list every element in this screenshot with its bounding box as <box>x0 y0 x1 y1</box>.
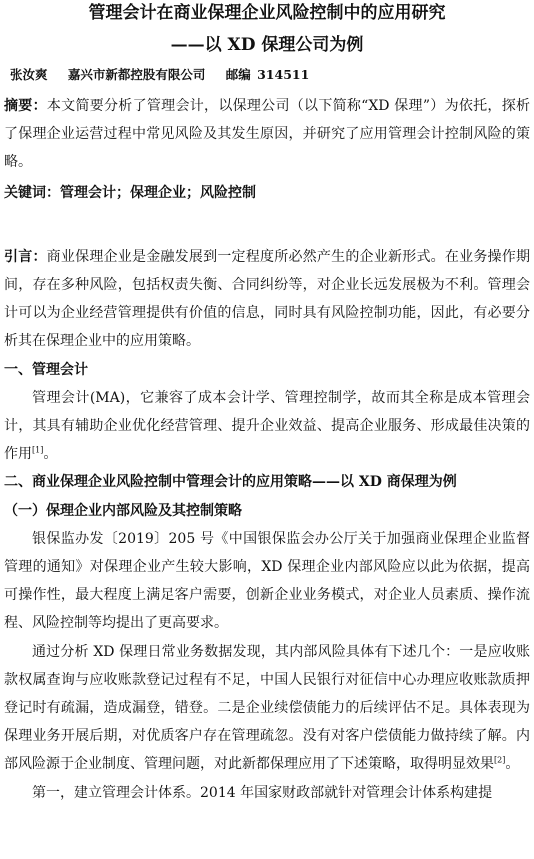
section-2-subheading: （一）保理企业内部风险及其控制策略 <box>4 502 242 519</box>
citation-2[interactable]: [2] <box>494 755 506 765</box>
intro-text: 商业保理企业是金融发展到一定程度所必然产生的企业新形式。在业务操作期间，存在多种风险，包括权责失衡、合同纠纷等，对企业长远发展极为不利。管理会计可以为企业经营管理提供有价值的信息，同时具有风险控制功能，因此，有必要分析其在保理企业中的应用策略。 <box>4 248 531 350</box>
keywords-text: 管理会计；保理企业；风险控制 <box>60 184 256 201</box>
section-2-paragraph-1: 银保监办发〔2019〕205 号《中国银保监会办公厅关于加强商业保理企业监督管理的通知》对保理企业产生较大影响，XD 保理企业内部风险应以此为依据，提高可操作性，最大程度上满足客户需要，创新企业业务模式，对企业人员素质、操作流程、风险控制等均提出了更高要求。 <box>4 530 530 632</box>
section-1-paragraph <box>4 384 530 469</box>
author-postcode: 邮编 314511 <box>225 67 310 82</box>
section-2-paragraph-2-end: 。 <box>505 756 520 773</box>
abstract-label: 摘要： <box>4 98 47 114</box>
section-1-text: 管理会计(MA)，它兼容了成本会计学、管理控制学，故而其全称是成本管理会计，其具有辅助企业优化经营管理、提升企业效益、提高企业服务、形成最佳决策的作用 <box>4 389 530 463</box>
introduction <box>4 243 530 356</box>
keywords-label: 关键词： <box>4 184 60 201</box>
section-2-paragraph-2 <box>4 638 530 779</box>
page-subtitle: ——以 XD 保理公司为例 <box>170 35 364 55</box>
section-1-end: 。 <box>43 446 58 463</box>
abstract-text: 本文简要分析了管理会计，以保理公司（以下简称“XD 保理”）为依托，探析了保理企业运营过程中常见风险及其发生原因，并研究了应用管理会计控制风险的策略。 <box>4 98 531 171</box>
section-2-heading: 二、商业保理企业风险控制中管理会计的应用策略——以 XD 商保理为例 <box>4 474 457 491</box>
citation-1[interactable]: [1] <box>32 445 44 455</box>
section-2-paragraph-3: 第一，建立管理会计体系。2014 年国家财政部就针对管理会计体系构建提 <box>32 784 493 801</box>
author-name: 张汝爽 <box>10 67 48 82</box>
author-line <box>4 66 530 84</box>
keywords <box>4 179 530 207</box>
section-2-paragraph-2-text: 通过分析 XD 保理日常业务数据发现，其内部风险具体有下述几个：一是应收账款权属查询与应收账款登记过程有不足，中国人民银行对征信中心办理应收账款质押登记时有疏漏，造成漏登，错登。二是企业续偿债能力的后续评估不足。具体表现为保理业务开展后期，对优质客户存在管理疏忽。没有对客户偿债能力做持续了解。内部风险源于企业制度、管理问题，对此新都保理应用了下述策略，取得明显效果 <box>4 643 530 773</box>
intro-label: 引言： <box>4 248 47 265</box>
section-1-heading: 一、管理会计 <box>4 361 88 378</box>
author-org: 嘉兴市新都控股有限公司 <box>67 67 206 82</box>
page-title: 管理会计在商业保理企业风险控制中的应用研究 <box>88 3 446 23</box>
abstract <box>4 92 530 177</box>
